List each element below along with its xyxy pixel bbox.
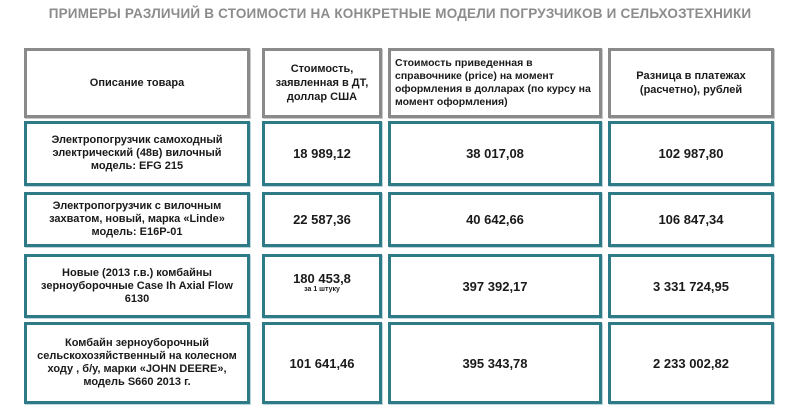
row-1-declared: 18 989,12 (262, 121, 382, 186)
row-2-declared: 22 587,36 (262, 192, 382, 247)
row-4-reference: 395 343,78 (388, 322, 602, 404)
row-1-description-text: Электропогрузчик самоходный электрический (48в) вилочный модель: EFG 215 (51, 134, 223, 172)
row-3-reference: 397 392,17 (388, 254, 602, 318)
row-1-description (24, 121, 250, 186)
page-title: ПРИМЕРЫ РАЗЛИЧИЙ В СТОИМОСТИ НА КОНКРЕТНЫЕ МОДЕЛИ ПОГРУЗЧИКОВ И СЕЛЬХОЗТЕХНИКИ (48, 6, 752, 21)
row-4-description (24, 322, 250, 404)
row-2-description-text: Электропогрузчик с вилочным захватом, новый, марка «Linde» модель: E16P-01 (49, 200, 225, 238)
row-3-difference: 3 331 724,95 (608, 254, 774, 318)
row-4-declared: 101 641,46 (262, 322, 382, 404)
header-declared-cost: Стоимость, заявленная в ДТ, доллар США (262, 48, 382, 118)
row-3-description (24, 254, 250, 318)
row-3-declared-note: за 1 штуку (304, 286, 340, 293)
header-description: Описание товара (24, 48, 250, 118)
row-3-declared (262, 254, 382, 318)
row-4-description-text: Комбайн зерноуборочный сельскохозяйственный на колесном ходу , б/у, марки «JOHN DEERE», модель S660 2013 г. (37, 337, 237, 388)
row-1-reference: 38 017,08 (388, 121, 602, 186)
row-3-declared-value: 180 453,8 (293, 271, 351, 286)
row-2-description (24, 192, 250, 247)
row-4-difference: 2 233 002,82 (608, 322, 774, 404)
row-2-reference: 40 642,66 (388, 192, 602, 247)
row-1-difference: 102 987,80 (608, 121, 774, 186)
row-2-difference: 106 847,34 (608, 192, 774, 247)
row-3-description-text: Новые (2013 г.в.) комбайны зерноуборочные Case Ih Axial Flow 6130 (41, 266, 233, 305)
header-payment-difference: Разница в платежах (расчетно), рублей (608, 48, 774, 118)
header-reference-cost: Стоимость приведенная в справочнике (price) на момент оформления в долларах (по курсу на момент оформления) (388, 48, 602, 118)
